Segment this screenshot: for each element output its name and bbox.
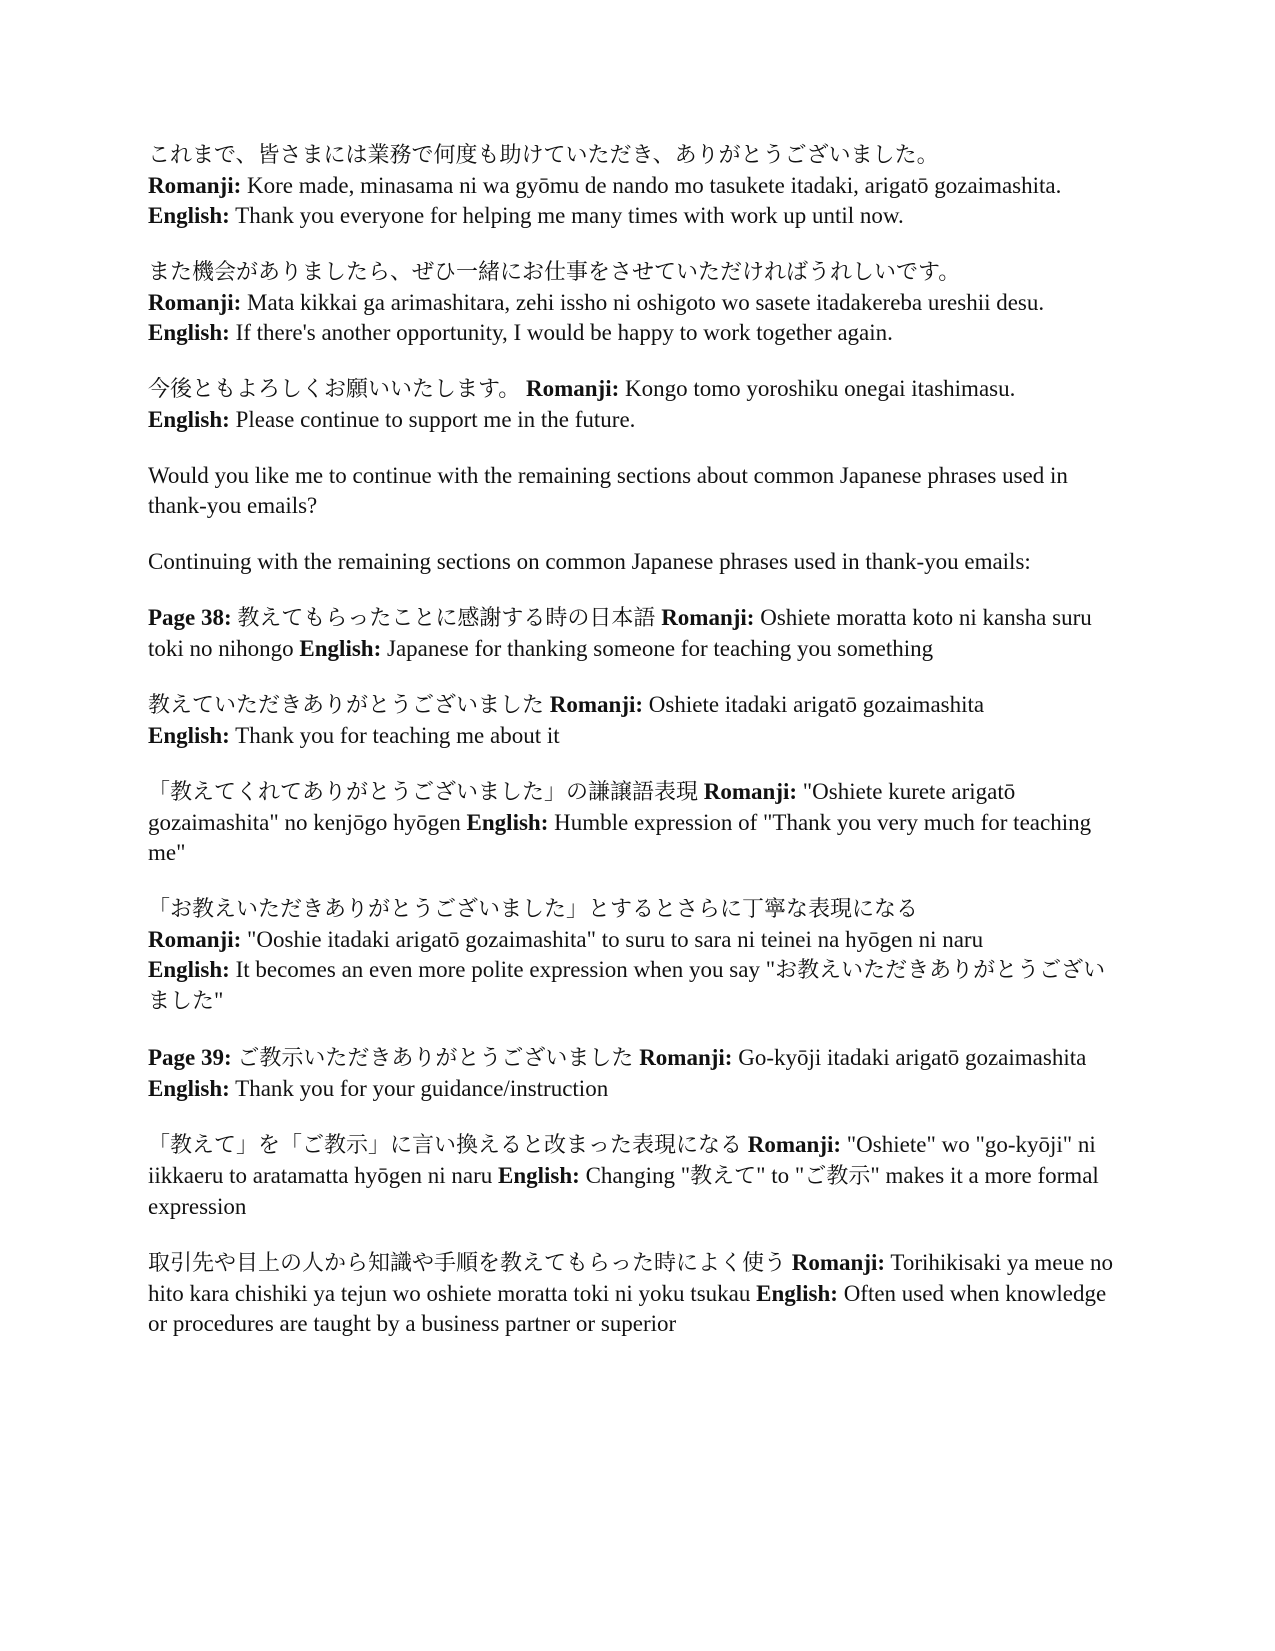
english-text-c: " makes it a more formal expression: [148, 1163, 1099, 1219]
japanese-text: これまで、皆さまには業務で何度も助けていただき、ありがとうございました。: [148, 143, 939, 168]
romanji-label: Romanji:: [639, 1045, 733, 1070]
english-label: English:: [756, 1281, 838, 1306]
romanji-label: Romanji:: [148, 173, 242, 198]
romanji-text: Oshiete itadaki arigatō gozaimashita: [648, 692, 985, 717]
phrase-entry: [148, 257, 1123, 348]
japanese-text: 「教えてくれてありがとうございました」の謙譲語表現: [148, 780, 699, 805]
english-label: English:: [148, 407, 230, 432]
english-label: English:: [148, 723, 230, 748]
english-text-start: It becomes an even more polite expression when you say ": [235, 957, 776, 982]
phrase-entry: [148, 1130, 1123, 1222]
english-text: Thank you everyone for helping me many times with work up until now.: [235, 203, 904, 228]
english-text: Please continue to support me in the future.: [235, 407, 636, 432]
phrase-entry: [148, 894, 1123, 1017]
romanji-text: Kongo tomo yoroshiku onegai itashimasu.: [625, 376, 1016, 401]
phrase-entry: [148, 1248, 1123, 1339]
romanji-label: Romanji:: [703, 779, 798, 804]
english-label: English:: [148, 1076, 230, 1101]
english-text: If there's another opportunity, I would be happy to work together again.: [235, 320, 893, 345]
romanji-label: Romanji:: [526, 376, 620, 401]
japanese-text: 「教えて」を「ご教示」に言い換えると改まった表現になる: [148, 1133, 743, 1158]
english-text-a: Changing ": [585, 1163, 691, 1188]
phrase-entry: [148, 690, 1123, 751]
romanji-text: "Oshiete kurete arigatō gozaimashita" no kenjōgo hyōgen: [148, 779, 1016, 835]
phrase-entry: [148, 777, 1123, 868]
japanese-text: 今後ともよろしくお願いいたします。: [148, 377, 521, 402]
romanji-text: Oshiete moratta koto ni kansha suru toki no nihongo: [148, 605, 1092, 661]
document-page: [148, 140, 1123, 1365]
romanji-text: "Ooshie itadaki arigatō gozaimashita" to suru to sara ni teinei na hyōgen ni naru: [247, 927, 984, 952]
phrase-entry: [148, 374, 1123, 435]
romanji-label: Romanji:: [148, 290, 242, 315]
page-38-section: [148, 603, 1123, 664]
english-inline-japanese: お教えいただきありがとうございました: [148, 958, 1106, 1014]
japanese-text: 教えてもらったことに感謝する時の日本語: [237, 606, 656, 631]
continuation-paragraph: Continuing with the remaining sections on common Japanese phrases used in thank-you emails:: [148, 549, 1031, 574]
english-inline-japanese: ご教示: [804, 1164, 871, 1189]
english-text: Often used when knowledge or procedures are taught by a business partner or superior: [148, 1281, 1107, 1336]
romanji-label: Romanji:: [747, 1132, 842, 1157]
romanji-label: Romanji:: [549, 692, 644, 717]
romanji-label: Romanji:: [148, 927, 242, 952]
japanese-text: また機会がありましたら、ぜひ一緒にお仕事をさせていただければうれしいです。: [148, 260, 961, 285]
english-inline-japanese: 教えて: [690, 1164, 757, 1189]
english-text: Japanese for thanking someone for teaching you something: [387, 636, 934, 661]
english-text: Humble expression of "Thank you very much for teaching me": [148, 810, 1092, 865]
english-label: English:: [299, 636, 382, 661]
page-39-label: Page 39:: [148, 1045, 232, 1070]
phrase-entry: [148, 140, 1123, 231]
english-label: English:: [497, 1163, 580, 1188]
page-39-section: [148, 1043, 1123, 1104]
japanese-text: 教えていただきありがとうございました: [148, 693, 545, 718]
japanese-text: ご教示いただきありがとうございました: [237, 1046, 634, 1071]
romanji-label: Romanji:: [661, 605, 755, 630]
english-label: English:: [148, 957, 230, 982]
romanji-text: "Oshiete" wo "go-kyōji" ni iikkaeru to aratamatta hyōgen ni naru: [148, 1132, 1096, 1188]
romanji-text: Torihikisaki ya meue no hito kara chishiki ya tejun wo oshiete moratta toki ni yoku tsukau: [148, 1250, 1113, 1306]
english-text-b: " to ": [756, 1163, 805, 1188]
page-38-label: Page 38:: [148, 605, 232, 630]
english-text-end: ": [214, 988, 224, 1013]
english-text: Thank you for your guidance/instruction: [235, 1076, 609, 1101]
japanese-text: 「お教えいただきありがとうございました」とするとさらに丁寧な表現になる: [148, 897, 919, 922]
japanese-text: 取引先や目上の人から知識や手順を教えてもらった時によく使う: [148, 1251, 787, 1276]
romanji-text: Mata kikkai ga arimashitara, zehi issho ni oshigoto wo sasete itadakereba ureshii desu.: [247, 290, 1045, 315]
question-paragraph: Would you like me to continue with the remaining sections about common Japanese phrases used in thank-you emails?: [148, 463, 1068, 518]
english-label: English:: [148, 320, 230, 345]
english-label: English:: [466, 810, 549, 835]
english-label: English:: [148, 203, 230, 228]
english-text: Thank you for teaching me about it: [235, 723, 560, 748]
romanji-text: Go-kyōji itadaki arigatō gozaimashita: [738, 1045, 1087, 1070]
romanji-label: Romanji:: [791, 1250, 886, 1275]
romanji-text: Kore made, minasama ni wa gyōmu de nando mo tasukete itadaki, arigatō gozaimashita.: [247, 173, 1062, 198]
